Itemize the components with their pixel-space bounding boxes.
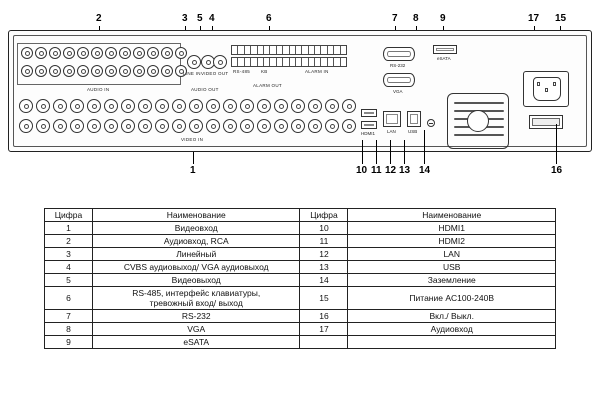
bnc-connector[interactable] [87,99,101,113]
bnc-connector[interactable] [240,99,254,113]
leader-16 [556,124,557,164]
rs232-port[interactable] [383,47,415,61]
callout-2: 2 [96,13,102,24]
cell-num-left: 6 [45,287,93,310]
bnc-connector[interactable] [189,99,203,113]
alarm-terminal-strip-top[interactable] [231,45,347,55]
leader-13 [404,140,405,164]
audio-in-row-top [21,47,189,59]
callout-4: 4 [209,13,215,24]
callout-11: 11 [371,165,382,176]
cell-num-left: 2 [45,235,93,248]
bnc-connector[interactable] [155,119,169,133]
cell-num-left: 1 [45,222,93,235]
callout-8: 8 [413,13,419,24]
table-row [45,248,556,261]
table-row [45,323,556,336]
alarm-out-label: ALARM OUT [253,83,282,88]
hdmi-label: HDMI1 [361,131,376,136]
cell-num-right: 11 [300,235,348,248]
rca-connector[interactable] [35,47,47,59]
hdmi1-port[interactable] [361,109,377,117]
cell-num-right: 13 [300,261,348,274]
video-in-row-top [19,99,359,113]
bnc-connector[interactable] [121,99,135,113]
table-row [45,274,556,287]
cell-num-left: 4 [45,261,93,274]
bnc-connector[interactable] [274,119,288,133]
cell-num-left: 8 [45,323,93,336]
cell-name-right: Аудиовход [348,323,556,336]
bnc-connector[interactable] [325,99,339,113]
fan-hub [467,110,489,132]
cell-name-right [348,336,556,349]
rca-connector[interactable] [91,47,103,59]
leader-11 [376,140,377,164]
cell-num-left: 9 [45,336,93,349]
power-switch[interactable] [529,115,563,129]
bnc-connector[interactable] [155,99,169,113]
bnc-connector[interactable] [138,99,152,113]
bnc-connector[interactable] [172,99,186,113]
cell-num-left: 3 [45,248,93,261]
vga-label: VGA [393,89,403,94]
rs232-label: RS-232 [390,63,406,68]
rca-connector[interactable] [77,65,89,77]
vga-port[interactable] [383,73,415,87]
cooling-fan [447,93,509,149]
leader-14 [424,130,425,164]
bnc-connector[interactable] [70,119,84,133]
audio-in-row-bottom [21,65,189,77]
rca-connector[interactable] [91,65,103,77]
cell-line-1: RS-485, интерфейс клавиатуры, [132,288,261,298]
line-in-label: LINE IN [183,71,201,76]
table-row [45,310,556,323]
bnc-connector[interactable] [223,99,237,113]
cell-name-right: HDMI1 [348,222,556,235]
rca-connector[interactable] [49,65,61,77]
bnc-connector[interactable] [308,119,322,133]
alarm-in-label: ALARM IN [305,69,329,74]
rca-connector[interactable] [63,65,75,77]
cell-name-right: Заземление [348,274,556,287]
table-row [45,235,556,248]
bnc-connector[interactable] [36,119,50,133]
bnc-connector[interactable] [104,119,118,133]
bnc-connector[interactable] [53,119,67,133]
bnc-connector[interactable] [240,119,254,133]
bnc-connector[interactable] [104,99,118,113]
callout-3: 3 [182,13,188,24]
bnc-connector[interactable] [138,119,152,133]
callout-6: 6 [266,13,272,24]
table-row [45,336,556,349]
cell-num-right: 17 [300,323,348,336]
audio-out-label: AUDIO OUT [191,87,219,92]
bnc-connector[interactable] [206,99,220,113]
bnc-connector[interactable] [257,99,271,113]
callout-15: 15 [555,13,567,24]
video-in-row-bottom [19,119,359,133]
cell-num-left: 5 [45,274,93,287]
video-out-jack[interactable] [213,55,227,69]
cell-line-2: тревожный вход/ выход [149,298,243,308]
rca-connector[interactable] [21,47,33,59]
callout-14: 14 [419,165,431,176]
callout-17: 17 [528,13,540,24]
rca-connector[interactable] [161,47,173,59]
cell-name-left: Аудиовход, RCA [92,235,300,248]
rs485-label: RS-485 [233,69,251,74]
cell-name-right: Вкл./ Выкл. [348,310,556,323]
bnc-connector[interactable] [274,99,288,113]
ground-screw [427,119,435,127]
rca-connector[interactable] [105,65,117,77]
hdmi2-port[interactable] [361,121,377,129]
cell-num-right [300,336,348,349]
callout-16: 16 [551,165,563,176]
rca-connector[interactable] [119,47,131,59]
callout-9: 9 [440,13,446,24]
video-in-label: VIDEO IN [181,137,204,142]
usb-port[interactable] [407,111,421,127]
bnc-connector[interactable] [291,119,305,133]
bnc-connector[interactable] [325,119,339,133]
bnc-connector[interactable] [172,119,186,133]
bnc-connector[interactable] [223,119,237,133]
cell-name-right: HDMI2 [348,235,556,248]
cell-name-left-multiline [92,287,300,310]
leader-12 [390,140,391,164]
rca-connector[interactable] [77,47,89,59]
bnc-connector[interactable] [19,99,33,113]
bnc-connector[interactable] [308,99,322,113]
header-name-1: Наименование [92,209,300,222]
esata-port[interactable] [433,45,457,54]
callout-10: 10 [356,165,368,176]
bnc-connector[interactable] [342,119,356,133]
bnc-connector[interactable] [121,119,135,133]
table-row [45,287,556,310]
callout-12: 12 [385,165,397,176]
rca-connector[interactable] [133,47,145,59]
bnc-connector[interactable] [291,99,305,113]
audio-in-label: AUDIO IN [87,87,110,92]
cell-num-right: 10 [300,222,348,235]
rca-connector[interactable] [35,65,47,77]
cell-name-right: LAN [348,248,556,261]
bnc-connector[interactable] [342,99,356,113]
device-rear-panel [8,30,592,152]
callout-13: 13 [399,165,411,176]
cell-num-right: 16 [300,310,348,323]
rca-connector[interactable] [63,47,75,59]
rca-connector[interactable] [21,65,33,77]
lan-label: LAN [387,129,396,134]
callout-1: 1 [190,165,196,176]
bnc-connector[interactable] [19,119,33,133]
bnc-connector[interactable] [257,119,271,133]
rca-connector[interactable] [105,47,117,59]
legend-table [44,208,556,349]
cell-num-right: 14 [300,274,348,287]
callout-7: 7 [392,13,398,24]
table-row [45,261,556,274]
alarm-terminal-strip-bottom[interactable] [231,57,347,67]
leader-10 [362,140,363,164]
cell-name-left: eSATA [92,336,300,349]
rca-connector[interactable] [161,65,173,77]
bnc-connector[interactable] [206,119,220,133]
bnc-connector[interactable] [87,119,101,133]
callout-5: 5 [197,13,203,24]
kb-label: KB [261,69,268,74]
cell-name-left: Видеовыход [92,274,300,287]
rca-connector[interactable] [147,47,159,59]
rca-connector[interactable] [147,65,159,77]
leader-1 [193,152,194,164]
cell-name-left: Видеовход [92,222,300,235]
cell-name-left: RS-232 [92,310,300,323]
video-out-label: VIDEO OUT [201,71,229,76]
rca-connector[interactable] [119,65,131,77]
table-row [45,222,556,235]
rca-connector[interactable] [133,65,145,77]
rca-connector[interactable] [49,47,61,59]
table-header-row [45,209,556,222]
cell-name-left: VGA [92,323,300,336]
cell-name-left: Линейный [92,248,300,261]
header-name-2: Наименование [348,209,556,222]
esata-label: eSATA [437,56,451,61]
cell-num-right: 15 [300,287,348,310]
cell-name-right: Питание AC100-240B [348,287,556,310]
rca-connector[interactable] [175,47,187,59]
usb-label: USB [408,129,418,134]
header-num-1: Цифра [45,209,93,222]
bnc-connector[interactable] [36,99,50,113]
cell-name-left: CVBS аудиовыход/ VGA аудиовыход [92,261,300,274]
cell-num-right: 12 [300,248,348,261]
header-num-2: Цифра [300,209,348,222]
cell-num-left: 7 [45,310,93,323]
ac-power-inlet[interactable] [523,71,569,107]
cell-name-right: USB [348,261,556,274]
bnc-connector[interactable] [189,119,203,133]
bnc-connector[interactable] [70,99,84,113]
line-in-jack[interactable] [187,55,201,69]
lan-port[interactable] [383,111,401,127]
bnc-connector[interactable] [53,99,67,113]
